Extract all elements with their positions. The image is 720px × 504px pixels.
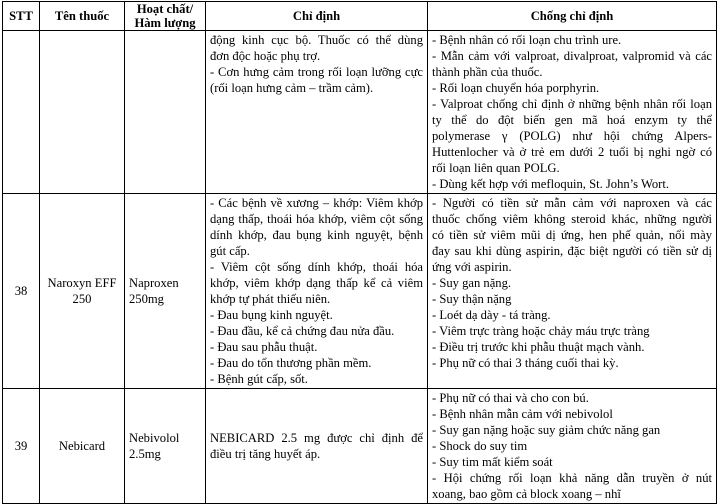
text-line: - Mẫn cảm với valproat, divalproat, valpromid và các [432,49,712,63]
cell-contraindication [428,194,717,389]
text-line: - Cơn hưng cảm trong rối loạn lưỡng cực [210,65,423,79]
cell-contraindication [428,31,717,194]
cell-ingredient: Nebivolol 2.5mg [125,389,206,504]
text-line: đay sau khi dùng aspirin, đặc biệt người có tiền sử dị [432,244,712,258]
text-line: - Điều trị trước khi phẫu thuật mạch vành. [432,340,645,354]
cell-stt [3,31,40,194]
text-line: ứng với aspirin. [432,260,512,274]
text-line: - Suy gan nặng. [432,276,512,290]
cell-drug-name [40,31,125,194]
cell-indication [206,31,428,194]
cell-ingredient: Naproxen 250mg [125,194,206,389]
text-line: gút cấp. [210,244,250,258]
text-line: - Hội chứng rối loạn khả năng dẫn truyền ở nút [432,471,712,485]
text-line: đơn độc hoặc phụ trợ. [210,49,321,63]
text-line: ty thể do đột biến gen mã hoá enzym ty thể [432,113,712,127]
header-contraindication: Chống chỉ định [428,2,717,31]
text-line: - Viêm cột sống dính khớp, thoái hóa [210,260,423,274]
text-line: - Đau đầu, kể cả chứng đau nửa đầu. [210,324,395,338]
cell-drug-name: Naroxyn EFF 250 [40,194,125,389]
table-row [3,194,717,389]
header-ingredient-text: Hoạt chất/ Hàm lượng [134,2,196,30]
cell-stt: 38 [3,194,40,389]
text-line: - Phụ nữ có thai 3 tháng cuối thai kỳ. [432,356,619,370]
text-line: có tiền sử viêm mũi dị ứng, hen phế quản, nổi mày [432,228,712,242]
cell-indication [206,194,428,389]
text-line: - Phụ nữ có thai và cho con bú. [432,391,589,405]
text-line: xoang, bao gồm cả block xoang – nhĩ [432,487,621,501]
text-line: rối loạn liên quan POLG. [432,161,560,175]
cell-ingredient [125,31,206,194]
text-line: - Rối loạn chuyển hóa porphyrin. [432,81,600,95]
text-line: polymerase γ (POLG) như hội chứng Alpers- [432,129,712,143]
text-line: khớp tự phát thiếu niên. [210,292,331,306]
table-row [3,389,717,504]
text-line: - Bệnh nhân mẫn cảm với nebivolol [432,407,613,421]
cell-contraindication [428,389,717,504]
text-line: dạng thấp, thoái hóa khớp, viêm cột sống [210,212,423,226]
text-line: - Bệnh gút cấp, sốt. [210,372,308,386]
cell-drug-name: Nebicard [40,389,125,504]
table-header-row [3,2,717,31]
text-line: - Suy tim mất kiểm soát [432,455,553,469]
text-line: thuốc chống viêm không steroid khác, những người [432,212,712,226]
text-line: - Bệnh nhân có rối loạn chu trình ure. [432,33,622,47]
cell-indication [206,389,428,504]
text-line: Huttenlocher và ở trẻ em dưới 2 tuổi bị nghi ngờ có [432,145,712,159]
text-line: - Suy thận nặng [432,292,512,306]
text-line: - Đau do tổn thương phần mềm. [210,356,372,370]
text-line: động kinh cục bộ. Thuốc có thể dùng [210,33,423,47]
text-line: thành phần của thuốc. [432,65,543,79]
text-line: - Loét dạ dày - tá tràng. [432,308,551,322]
text-line: - Các bệnh về xương – khớp: Viêm khớp [210,196,423,210]
text-line: NEBICARD 2.5 mg được chỉ định để [210,431,423,445]
text-line: - Đau sau phẫu thuật. [210,340,318,354]
text-line: - Đau bụng kinh nguyệt. [210,308,333,322]
text-line: - Dùng kết hợp với mefloquin, St. John’s Wort. [432,177,670,191]
text-line: - Shock do suy tim [432,439,528,453]
text-line: dính khớp, đau bụng kinh nguyệt, bệnh [210,228,423,242]
text-line: - Người có tiền sử mẫn cảm với naproxen và các [432,196,712,210]
text-line: (rối loạn hưng cảm – trầm cảm). [210,81,374,95]
text-line: - Viêm trực tràng hoặc chảy máu trực tràng [432,324,650,338]
drug-table [2,1,717,504]
header-indication: Chỉ định [206,2,428,31]
text-line: khớp, viêm khớp dạng thấp kể cả viêm [210,276,423,290]
text-line: điều trị tăng huyết áp. [210,447,321,461]
header-name: Tên thuốc [40,2,125,31]
header-stt: STT [3,2,40,31]
table-row [3,31,717,194]
text-line: - Suy gan nặng hoặc suy giảm chức năng gan [432,423,661,437]
text-line: - Valproat chống chỉ định ở những bệnh nhân rối loạn [432,97,712,111]
cell-stt: 39 [3,389,40,504]
header-ingredient [125,2,206,31]
